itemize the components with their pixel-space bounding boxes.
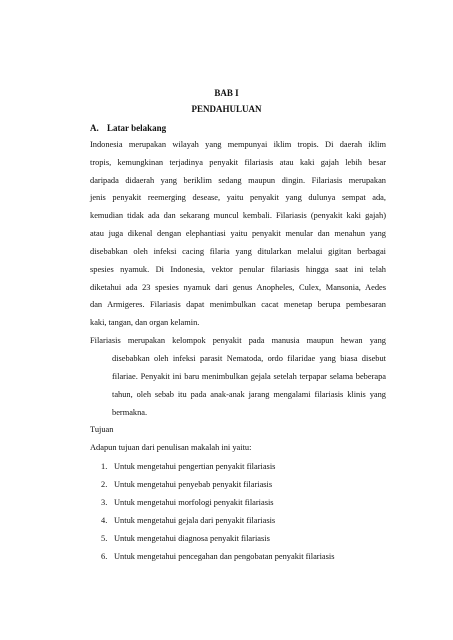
paragraph1-line: spesies nyamuk. Di Indonesia, vektor penular filariasis hingga saat ini telah	[90, 265, 386, 274]
list-item	[101, 533, 270, 545]
list-item	[101, 461, 275, 473]
list-item-number: 6.	[101, 552, 108, 561]
list-item-text: Untuk mengetahui pencegahan dan pengobatan penyakit filariasis	[114, 552, 335, 561]
list-item	[101, 551, 334, 563]
paragraph1-line: Indonesia merupakan wilayah yang mempunyai iklim tropis. Di daerah iklim	[90, 140, 386, 149]
chapter-title: PENDAHULUAN	[191, 104, 262, 114]
paragraph1-line: dan Armigeres. Filariasis dapat menimbulkan cacat menetap berupa pembesaran	[90, 300, 386, 309]
section-title: Latar belakang	[107, 123, 167, 133]
section-heading	[90, 122, 166, 134]
list-item-text: Untuk mengetahui pengertian penyakit filariasis	[114, 462, 276, 471]
chapter-number: BAB I	[214, 88, 239, 98]
list-item-text: Untuk mengetahui gejala dari penyakit filariasis	[114, 516, 276, 525]
list-item	[101, 479, 272, 491]
list-item-number: 2.	[101, 480, 108, 489]
list-item-number: 1.	[101, 462, 108, 471]
list-item-number: 4.	[101, 516, 108, 525]
paragraph1-line: tropis, kemungkinan terjadinya penyakit filariasis atau kaki gajah lebih besar	[90, 158, 386, 167]
paragraph1-line: atau juga dikenal dengan elephantiasi yaitu penyakit menular dan menahun yang	[90, 229, 386, 238]
list-item-text: Untuk mengetahui morfologi penyakit filariasis	[114, 498, 274, 507]
tujuan-label: Tujuan	[90, 425, 114, 434]
list-item	[101, 515, 275, 527]
list-item-text: Untuk mengetahui diagnosa penyakit filariasis	[114, 534, 270, 543]
paragraph2-line: filariae. Penyakit ini baru menimbulkan gejala setelah terpapar selama beberapa	[112, 372, 386, 381]
section-number: A.	[90, 123, 99, 133]
paragraph1-line: kemudian tidak ada dan sekarang muncul kembali. Filariasis (penyakit kaki gajah)	[90, 211, 386, 220]
paragraph1-line: kaki, tangan, dan organ kelamin.	[90, 318, 200, 327]
paragraph1-line: jenis penyakit reemerging desease, yaitu penyakit yang dulunya sempat ada,	[90, 193, 386, 202]
list-item	[101, 497, 274, 509]
paragraph2-line: bermakna.	[112, 408, 148, 417]
paragraph2-line: tahun, oleh sebab itu pada anak-anak jarang mengalami filariasis klinis yang	[112, 390, 386, 399]
list-item-text: Untuk mengetahui penyebab penyakit filariasis	[114, 480, 273, 489]
paragraph1-line: disebabkan oleh infeksi cacing filaria yang ditularkan melalui gigitan berbagai	[90, 247, 386, 256]
paragraph2-first-line: Filariasis merupakan kelompok penyakit pada manusia maupun hewan yang	[90, 336, 386, 345]
paragraph2-line: disebabkan oleh infeksi parasit Nematoda, ordo filaridae yang biasa disebut	[112, 354, 386, 363]
list-item-number: 3.	[101, 498, 108, 507]
tujuan-intro: Adapun tujuan dari penulisan makalah ini yaitu:	[90, 443, 252, 452]
paragraph1-line: daripada didaerah yang beriklim sedang maupun dingin. Filariasis merupakan	[90, 176, 386, 185]
paragraph1-line: diketahui ada 23 spesies nyamuk dari genus Anopheles, Culex, Mansonia, Aedes	[90, 283, 386, 292]
list-item-number: 5.	[101, 534, 108, 543]
